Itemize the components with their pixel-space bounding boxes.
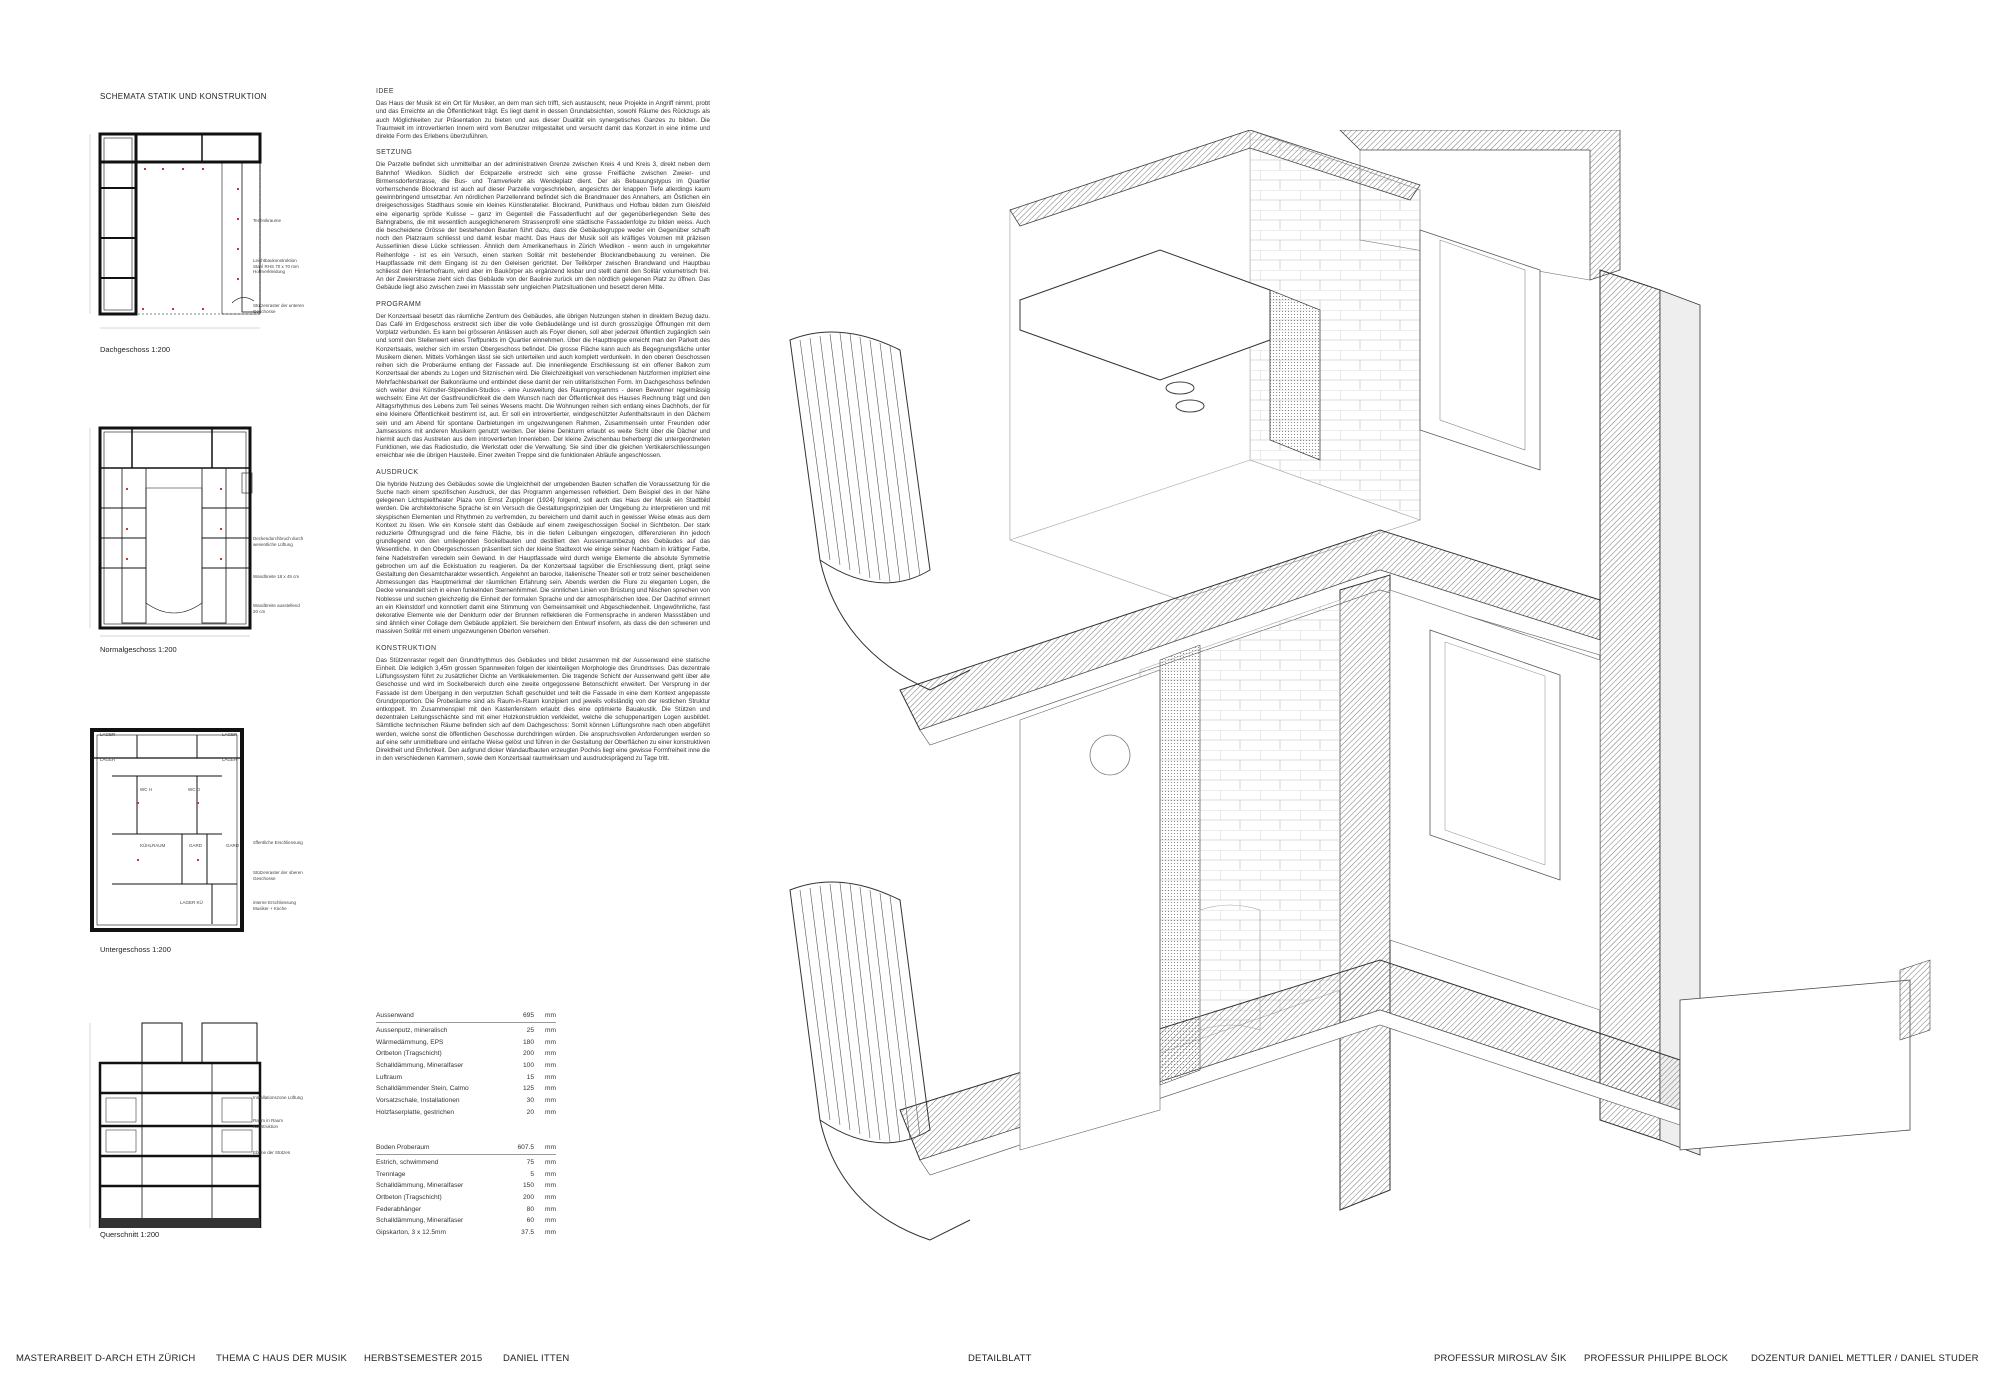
room-label: LAGER [100,732,116,737]
room-label: LAGER [222,732,238,737]
plan4-annotation-3: Ebene der Stützen [253,1150,291,1155]
schema-title: SCHEMATA STATIK UND KONSTRUKTION [100,92,267,101]
section-heading-idee: IDEE [376,88,394,95]
section-body-ausdruck: Die hybride Nutzung des Gebäudes sowie die Ungleichheit der umgebenden Bauten schaffen die Voraussetzung für die Suche nach einem spezifischen Ausdruck, der das Programm angemessen reflektiert. Dem Beispiel des in der Nähe gelegenen Lichtspieltheater Plaza von Ernst Zuppinger (1924) folgend, soll auch das Haus der Musik ein Stadtbild werden. Die architektonische Sprache ist ein Versuch die Gestaltungsprinzipien der Umgebung zu interpretieren und mit skyspischen Elementen und Rhythmen zu verfremden, zu bereichern und damit auch in gewisser Weise etwas aus dem Kontext zu lösen. Wie ein Konsole steht das Gebäude auf einem zweigeschossigen Sockel in Sichtbeton. Der stark reduzierte Öffnungsgrad und die feine Fläche, bis in die tiefen Leibungen eingezogen, differenzieren ihn jedoch grundlegend von den umliegenden Sockelbauten und destilliert den Aussenraumbezug des Gebäudes auf das Wesentliche. In den Obergeschossen präsentiert sich der kleine Stadtexot wie einige seiner Nachbarn in kräftiger Farbe, feine Nadelstreifen veredeln sein Gewand. In der Hauptfassade wird durch wenige Elemente die absolute Symmetrie gebrochen um auf die Eckistuation zu reagieren. Da der Konzertsaal tagsüber die Erschliessung dient, prägt seine Gestaltung den Gesamtcharakter wesentlich. Angelehnt an barocke, italienische Theater soll er trotz seiner bescheidenen Abmessungen das Hauptmerkmal der räumlichen Erfahrung sein. Abends werden die Flure zu eleganten Logen, die Decke verwandelt sich in einen funkelnden Sternenhimmel. Die sinnlichen Linien von Brüstung und Nischen sprechen von Noblesse und suchen gleichzeitig die Einheit der formalen Sprache und der atmosphärischen Idee. Der Dachhof erinnert an ein Kleinstdorf und konnotiert damit eine Stimmung von Gemeinsamkeit und Abgeschiedenheit. Ungewöhnliche, fast dekorative Elemente wie der Denkturm oder der Brunnen reflektieren die Formensprache in anderen Massstäben und sind ähnlich einer Collage dem Gebäude appliziert. Sie bereichern den Entwurf insofern, als dass die den schweren und massiven Solitär mit einem ungezwungenen Oberton versehen. [376,480,710,636]
plan1-caption: Dachgeschoss 1:200 [100,345,171,354]
plan3-annotation-1: öffentliche Erschliessung [253,840,303,845]
layers-wall-title: Aussenwand 695 mm [376,1010,556,1023]
plan3-annotation-2: Stützenraster der oberen Geschosse [253,870,303,881]
footer-prof1: PROFESSUR MIROSLAV ŠIK [1434,1353,1567,1364]
room-label: WC D [188,787,200,792]
footer-author: DANIEL ITTEN [503,1353,570,1364]
layer-row: Federabhänger 80 mm [376,1205,556,1213]
plan4-caption: Querschnitt 1:200 [100,1230,160,1239]
layer-row: Schalldämmung, Mineralfaser 150 mm [376,1182,556,1190]
axonometric-detail-drawing [780,130,1960,1270]
layer-row: Schalldämmung, Mineralfaser 100 mm [376,1062,556,1070]
layer-row: Luftraum 15 mm [376,1073,556,1081]
room-label: GARD [189,843,203,848]
section-body-setzung: Die Parzelle befindet sich unmittelbar an der administrativen Grenze zwischen Kreis 4 und Kreis 3, direkt neben dem Bahnhof Wiedikon. Südlich der Eckparzelle erstreckt sich eine grosse Freifläche zwischen Zweier- und Birmensdorferstrasse, die Bus- und Tramverkehr als Wendeplatz dient. Der als Bebauungstypus im Quartier vorherrschende Blockrand ist auch auf dieser Parzelle vorgeschrieben, angesichts der knappen Tiefe allerdings kaum gewinnbringend umsetzbar. Am nördlichen Parzellenrand befindet sich die Brandmauer des Annahers, am Östlichen ein dreigeschossiges Stadthaus sowie ein kleines Künstleratelier. Blockrand, Punkthaus und Hofbau bilden zum Gleisfeld eine eigenartig spröde Kulisse – ganz im Gegenteil die Fassadenflucht auf der gegenüberliegenden Seite des Bahngrabens, die mit wesentlich ausgeglichenerem Strassenprofil eine städtische Fassadenfolge zu bilden weiss. Auch die bescheidene Grösse der bestehenden Bauten führt dazu, dass die Gebäudegruppe weder ein Gegenüber schafft noch den Platzraum schliesst und damit lesbar macht. Das Haus der Musik soll als kräftiges Volumen mit präzisen Ausserlinien diese Lücke schliessen. Ähnlich dem Amerikanerhaus in Zürich Wiedikon - wenn auch in umgekehrter Reihenfolge - ist es ein Versuch, einen starken Solitär mit bestehender Blockrandbebauung zu vereinen. Die Hauptfassade mit dem Eingang ist zu den Geleisen gerichtet. Der Teilkörper zwischen Brandwand und Hauptbau schliesst den Hinterhofraum, wird aber im Baukörper als ergänzend lesbar und stellt damit den Solitär volumetrisch frei. An der Zweierstrasse zieht sich das Gebäude von der Baulinie zurück um den nördlich gelegenen Platz zu öffnen. Das Gebäude liegt also zwischen zwei im Massstab sehr ungleichen Platzsituationen und besetzt deren Mitte. [376,161,710,292]
section-body-konstruktion: Das Stützenraster regelt den Grundrhythmus des Gebäudes und bildet zusammen mit der Aussenwand eine statische Einheit. Die lediglich 3,45m grossen Spannweiten folgen der kleinteiligen Morphologie des Grundrisses. Das dezentrale Lüftungssystem führt zu zusätzlicher Dichte an Vertikalelementen. Die tragende Schicht der Aussenwand geht über alle Geschosse und wird im Sockelbereich durch eine zweite ortgegossene Betonschicht erweitert. Der Versprung in der Fassade ist dem Übergang in den verputzten Schaft geschuldet und teilt die Fassade in eine dem Kontext angepasste Grundproportion. Die Proberäume sind als Raum-in-Raum konzipiert und jeweils vollständig von der restlichen Struktur entkoppelt. Im Zusammenspiel mit den Kastenfenstern erlaubt dies eine optimierte Bauakustik. Die Stützen und dezentralen Leitungsschächte sind mit einer Holzkonstruktion verkleidet, welche die schuppenartigen Logen ausbildet. Sämtliche technischen Räume befinden sich auf dem Dachgeschoss: Somit können Lüftungsrohre nach oben abgeführt werden, welche sonst die öffentlichen Geschosse durchdringen würden. Die anspruchsvollen Anforderungen werden so auf eine sehr unmittelbare und einfache Weise gelöst und führen in der Gestaltung der Oberflächen zu einer konstruktiven Direktheit und Ehrlichkeit. Den aufgrund dicker Wandaufbauten erzeugten Pochés liegt eine gewisse Formfreiheit inne die in den verschiedenen Kammern, sowie dem Konzertsaal raumwirksam und ausdrucksprägend zu Tage tritt. [376,656,710,763]
layers-wall-table [376,1010,556,1118]
text-column [376,88,710,763]
layer-row: Ortbeton (Tragschicht) 200 mm [376,1194,556,1202]
plan1-annotation-2: Leichtbaukonstruktion Stahl RHS 70 x 70 mm Holzverkleidung [253,258,299,274]
plan3-annotation-3: interne Erschliessung Musiker + Küche [253,900,297,911]
section-heading-konstruktion: KONSTRUKTION [376,644,437,652]
layer-row: Aussenputz, mineralisch 25 mm [376,1027,556,1035]
section-heading-ausdruck: AUSDRUCK [376,468,419,476]
plan4-annotation-1: Installationszone Lüftung [253,1095,303,1100]
room-label: LAGER KÜ [180,900,203,905]
plan-dachgeschoss [82,128,312,353]
layer-row: Estrich, schwimmend 75 mm [376,1159,556,1167]
footer-school: MASTERARBEIT D-ARCH ETH ZÜRICH [16,1353,196,1364]
layer-row: Vorsatzschale, Installationen 30 mm [376,1097,556,1105]
room-label: GARD [226,843,240,848]
footer-sheet: DETAILBLATT [968,1353,1032,1364]
room-label: KÜHLRAUM [140,843,166,848]
plan3-caption: Untergeschoss 1:200 [100,945,171,954]
room-label: WC H [140,787,152,792]
section-heading-setzung: SETZUNG [376,149,413,157]
footer-prof2: PROFESSUR PHILIPPE BLOCK [1584,1353,1729,1364]
plan1-annotation-1: Technikraume [253,218,282,223]
plan2-annotation-1: Deckendurchbruch durch wesentliche Lüftung [253,536,304,547]
plan2-annotation-2: Wandbreite 18 x 45 cm [253,574,300,579]
layer-row: Trennlage 5 mm [376,1170,556,1178]
plan1-annotation-3: Stützenraster der unteren Geschosse [253,303,305,314]
layer-row: Holzfaserplatte, gestrichen 20 mm [376,1108,556,1116]
layer-row: Schalldämmung, Mineralfaser 60 mm [376,1217,556,1225]
footer-theme: THEMA C HAUS DER MUSIK [216,1353,348,1364]
layer-row: Ortbeton (Tragschicht) 200 mm [376,1050,556,1058]
layer-row: Gipskarton, 3 x 12.5mm 37.5 mm [376,1229,556,1237]
section-body-programm: Der Konzertsaal besetzt das räumliche Zentrum des Gebäudes, alle übrigen Nutzungen stehen in direktem Bezug dazu. Das Café im Erdgeschoss erstreckt sich über die volle Gebäudelänge und ist durch grosszügige Öffnungen mit dem Vorplatz verbunden. Es kann bei grösseren Anlässen auch als Foyer dienen, soll aber jederzeit öffentlich zugänglich sein und somit den Stellenwert eines Treffpunkts im Quartier einnehmen. Über die Haupttreppe erreicht man den Parkett des Konzertsaals, welcher sich im ersten Obergeschoss befindet. Die grosse Fläche kann auch als Begegnungsfläche unter Musikern dienen. Mittels Vorhängen lässt sie sich unterteilen und auch komplett verdunkeln. In den oberen Geschossen reihen sich die Proberäume entlang der Fassade auf. Die innenliegende Erschliessung ist ein offener Balkon zum Konzertsaal der abends zu Logen und Sitznischen wird. Die Gleichzeitigkeit von verschiedenen Nutzformen impliziert eine Mehrfachlesbarkeit der Balkonräume und entbindet diese damit der rein utilitaristischen Form. Im Dachgeschoss befinden sich weiter drei Künstler-Stipendien-Studios - eine Ausweitung des Raumprogramms - deren Bewohner regelmässig wechseln: Eine Art der Gastfreundlichkeit die dem Wunsch nach der Öffentlichkeit des Hauses Rechnung trägt und den Alltagsrhythmus des Lebens zum Teil seines Wesens macht. Die Wohnungen reihen sich entlang eines Dachhofs, der für eine kleinere Öffentlichkeit bestimmt ist, aut. Er soll ein introvertierter, windgeschützter Aufenthaltsraum in den Dächern sein und am Abend für spontane Darbietungen im ungezwungenen Rahmen, Zusammensein unter Freunden oder Jamsessions mit anderen Musikern genutzt werden. Der kleine Denkturm erlaubt es weite Sicht über die Dächer und hiermit auch das Austreten aus dem introvertierten Innenleben. Der kleine Zwischenbau beherbergt die untergeordneten Funktionen, wie das Radiostudio, die Werkstatt oder die Verwaltung. Sie sind über die gleichen Vertikalerschliessungen erreichbar wie die übrigen Hausteile. Einer zweiten Treppe sind die funktionalen Abläufe angeschlossen. [376,312,710,460]
room-label: LAGER [100,757,116,762]
room-label: LAGER [222,757,238,762]
plan2-annotation-3: Wandbreite ausstellend 20 cm [253,603,300,614]
footer-semester: HERBSTSEMESTER 2015 [364,1353,483,1364]
layers-floor-table [376,1142,556,1239]
layer-row: Schalldämmender Stein, Calmo 125 mm [376,1085,556,1093]
layer-row: Wärmedämmung, EPS 180 mm [376,1038,556,1046]
section-body-idee: Das Haus der Musik ist ein Ort für Musiker, an dem man sich trifft, sich austauscht, neue Projekte in Angriff nimmt, probt und das Erreichte an die Öffentlichkeit trägt. Es liegt damit in dessen Grundabsichten, sowohl Räume des Rückzugs als auch Möglichkeiten zur Präsentation zu bieten und aus dieser Dualität ein synergetisches Ganzes zu bilden. Die Traumwelt im introvertierten Innern wird vom Benutzer mitgestaltet und versucht damit das Konzert in eine intime und direkte Form des Erlebens überzuführen. [376,100,710,141]
plan4-annotation-2: Raum in Raum Konstruktion [253,1118,284,1129]
footer-lecturers: DOZENTUR DANIEL METTLER / DANIEL STUDER [1751,1353,1979,1364]
section-heading-programm: PROGRAMM [376,300,422,308]
plan2-caption: Normalgeschoss 1:200 [100,645,177,654]
layers-floor-title: Boden Proberaum 607.5 mm [376,1142,556,1155]
